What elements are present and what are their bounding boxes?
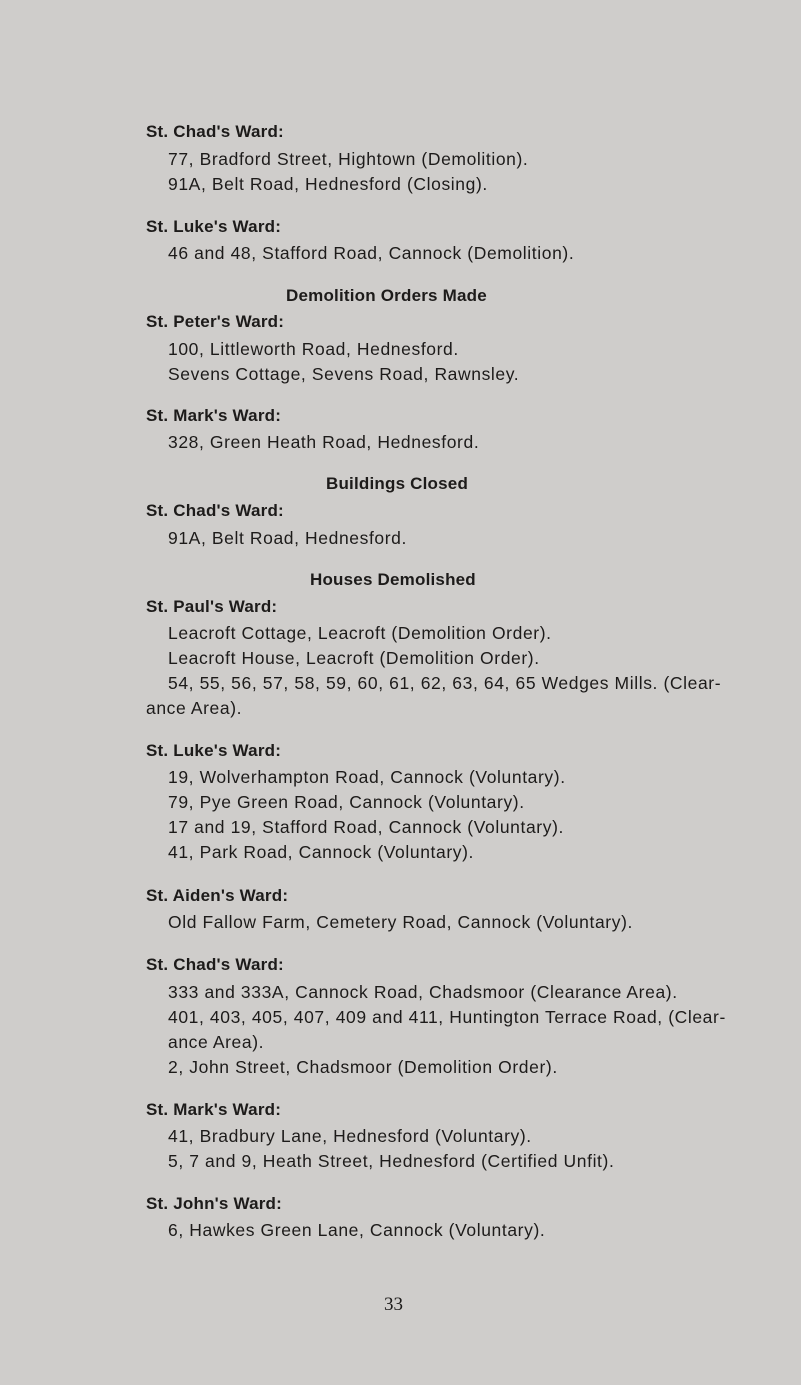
property-entry: 333 and 333A, Cannock Road, Chadsmoor (Clearance Area).: [168, 982, 678, 1002]
property-entry: Leacroft Cottage, Leacroft (Demolition Order).: [168, 623, 552, 643]
property-entry: Old Fallow Farm, Cemetery Road, Cannock (Voluntary).: [168, 912, 633, 932]
property-entry: 6, Hawkes Green Lane, Cannock (Voluntary).: [168, 1220, 546, 1240]
ward-heading-st-peters: St. Peter's Ward:: [146, 312, 285, 331]
page-number: 33: [384, 1294, 403, 1315]
property-entry: 2, John Street, Chadsmoor (Demolition Order).: [168, 1057, 558, 1077]
property-entry: 54, 55, 56, 57, 58, 59, 60, 61, 62, 63, 64, 65 Wedges Mills. (Clear-: [168, 673, 722, 693]
ward-heading-st-marks: St. Mark's Ward:: [146, 406, 282, 425]
ward-heading-st-chads: St. Chad's Ward:: [146, 955, 284, 974]
property-entry-continuation: ance Area).: [146, 698, 243, 718]
property-entry-continuation: ance Area).: [168, 1032, 265, 1052]
property-entry: Leacroft House, Leacroft (Demolition Order).: [168, 648, 540, 668]
section-heading-houses-demolished: Houses Demolished: [310, 570, 476, 589]
property-entry: 19, Wolverhampton Road, Cannock (Voluntary).: [168, 767, 566, 787]
property-entry: 79, Pye Green Road, Cannock (Voluntary).: [168, 792, 525, 812]
property-entry: 401, 403, 405, 407, 409 and 411, Huntington Terrace Road, (Clear-: [168, 1007, 726, 1027]
ward-heading-st-lukes: St. Luke's Ward:: [146, 741, 282, 760]
ward-heading-st-chads: St. Chad's Ward:: [146, 501, 284, 520]
property-entry: 46 and 48, Stafford Road, Cannock (Demolition).: [168, 243, 575, 263]
property-entry: Sevens Cottage, Sevens Road, Rawnsley.: [168, 364, 520, 384]
property-entry: 41, Park Road, Cannock (Voluntary).: [168, 842, 475, 862]
property-entry: 100, Littleworth Road, Hednesford.: [168, 339, 459, 359]
property-entry: 77, Bradford Street, Hightown (Demolition).: [168, 149, 529, 169]
ward-heading-st-aidens: St. Aiden's Ward:: [146, 886, 289, 905]
ward-heading-st-marks: St. Mark's Ward:: [146, 1100, 282, 1119]
property-entry: 328, Green Heath Road, Hednesford.: [168, 432, 480, 452]
ward-heading-st-pauls: St. Paul's Ward:: [146, 597, 278, 616]
ward-heading-st-chads: St. Chad's Ward:: [146, 122, 284, 141]
ward-heading-st-lukes: St. Luke's Ward:: [146, 217, 282, 236]
property-entry: 91A, Belt Road, Hednesford (Closing).: [168, 174, 488, 194]
section-heading-demolition-orders-made: Demolition Orders Made: [286, 286, 487, 305]
property-entry: 17 and 19, Stafford Road, Cannock (Voluntary).: [168, 817, 564, 837]
ward-heading-st-johns: St. John's Ward:: [146, 1194, 283, 1213]
section-heading-buildings-closed: Buildings Closed: [326, 474, 469, 493]
property-entry: 41, Bradbury Lane, Hednesford (Voluntary).: [168, 1126, 532, 1146]
property-entry: 91A, Belt Road, Hednesford.: [168, 528, 407, 548]
property-entry: 5, 7 and 9, Heath Street, Hednesford (Certified Unfit).: [168, 1151, 615, 1171]
